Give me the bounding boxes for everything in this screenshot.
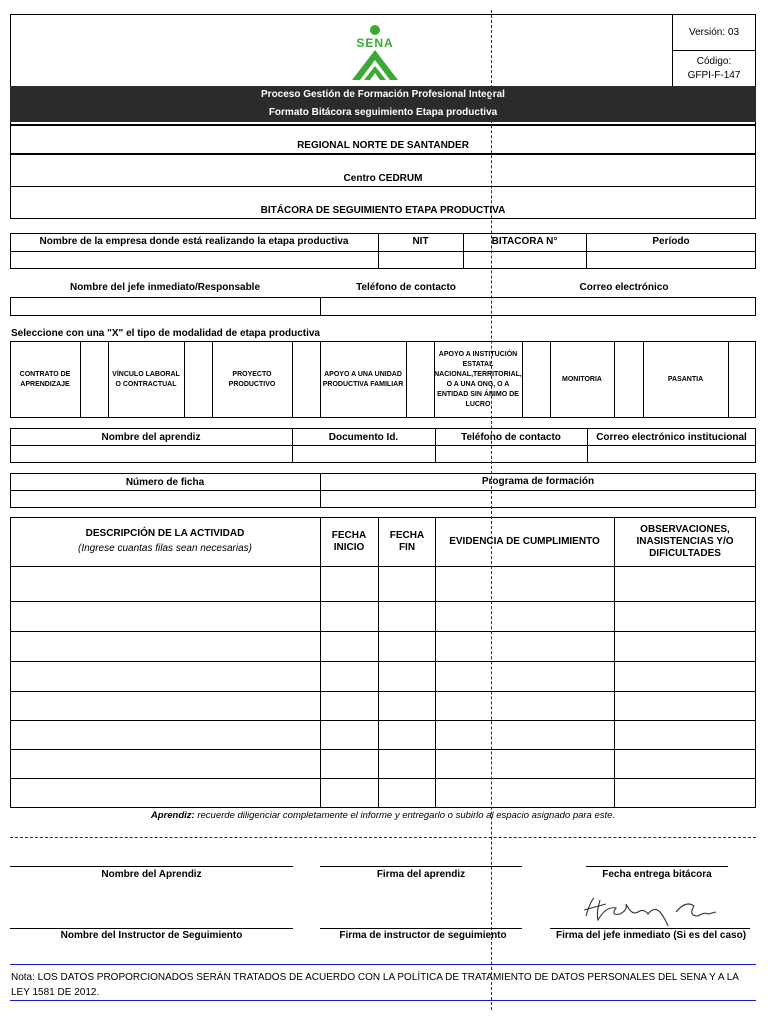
- act-row-7: [10, 749, 756, 750]
- bitacora-number-label: BITACORA N°: [491, 236, 558, 247]
- reminder-body: recuerde diligenciar completamente el informe y entregarlo o subirlo al espacio asignado para este.: [194, 810, 616, 821]
- header-version-divider: [672, 50, 756, 51]
- apprentice-doc-input[interactable]: [293, 446, 434, 462]
- act-row-6: [10, 720, 756, 721]
- modality-check-proyecto[interactable]: [293, 342, 319, 417]
- boss-contact-input[interactable]: [321, 298, 755, 315]
- apprentice-name-line: [10, 866, 293, 867]
- regional-title: REGIONAL NORTE DE SANTANDER: [297, 140, 469, 151]
- note-top-line: [10, 964, 756, 965]
- period-label: Período: [652, 236, 690, 247]
- activity-start-label: FECHA INICIO: [331, 529, 367, 553]
- mod-col-d: [212, 341, 213, 418]
- delivery-date-label: Fecha entrega bitácora: [602, 869, 712, 880]
- act-col-4: [614, 517, 615, 808]
- mod-col-j: [550, 341, 551, 418]
- instructor-sign-label: Firma de instructor de seguimiento: [339, 930, 507, 941]
- modality-option-monitoria: MONITORIA: [562, 375, 602, 383]
- mod-col-l: [643, 341, 644, 418]
- horizontal-guide-line: [10, 837, 756, 838]
- apprentice-sign-line: [320, 866, 522, 867]
- sena-logo-mark: [340, 22, 410, 82]
- apprentice-name-input[interactable]: [11, 446, 291, 462]
- modality-check-monitoria[interactable]: [615, 342, 642, 417]
- act-row-8: [10, 778, 756, 779]
- modality-check-unidad[interactable]: [407, 342, 433, 417]
- ficha-number-input[interactable]: [11, 491, 319, 507]
- privacy-note: Nota: LOS DATOS PROPORCIONADOS SERÁN TRATADOS DE ACUERDO CON LA POLÍTICA DE TRATAMIENTO DE DATOS PERSONALES DEL SENA Y A LA LEY 1581 DE 2012.: [11, 972, 739, 998]
- code-value: GFPI-F-147: [687, 70, 741, 81]
- program-label: Programa de formación: [481, 476, 595, 487]
- signature-scribble: [576, 890, 736, 928]
- title-line-2: [10, 186, 756, 187]
- activity-desc-hint: (Ingrese cuantas filas sean necesarias): [78, 543, 252, 554]
- apprentice-phone-label: Teléfono de contacto: [461, 432, 561, 443]
- boss-name-label: Nombre del jefe inmediato/Responsable: [69, 282, 261, 293]
- process-title: Proceso Gestión de Formación Profesional Integral: [261, 89, 505, 100]
- activity-end-label: FECHA FIN: [389, 529, 425, 553]
- company-name-input[interactable]: [11, 252, 377, 268]
- instructor-sign-line: [320, 928, 522, 929]
- note-bottom-line: [10, 1000, 756, 1001]
- modality-check-vinculo[interactable]: [185, 342, 211, 417]
- boss-email-label: Correo electrónico: [579, 282, 669, 293]
- boss-phone-label: Teléfono de contacto: [356, 282, 456, 293]
- modality-prompt: Seleccione con una "X" el tipo de modalidad de etapa productiva: [11, 328, 320, 339]
- mod-col-b: [108, 341, 109, 418]
- modality-option-contrato: CONTRATO DE APRENDIZAJE: [19, 370, 71, 388]
- vertical-guide-line: [491, 10, 492, 1010]
- sena-logo: [340, 22, 410, 82]
- act-col-2: [378, 517, 379, 808]
- nit-input[interactable]: [379, 252, 462, 268]
- activity-desc-label: DESCRIPCIÓN DE LA ACTIVIDAD: [85, 528, 245, 539]
- mod-col-f: [320, 341, 321, 418]
- handwritten-signature: [576, 890, 736, 928]
- version-label: Versión: 03: [688, 27, 740, 38]
- code-label: Código:: [696, 56, 732, 67]
- apprentice-doc-label: Documento Id.: [328, 432, 399, 443]
- instructor-name-label: Nombre del Instructor de Seguimiento: [60, 930, 243, 941]
- boss-name-input[interactable]: [11, 298, 319, 315]
- company-name-label: Nombre de la empresa donde está realizando la etapa productiva: [39, 236, 349, 247]
- centro-title: Centro CEDRUM: [343, 173, 423, 184]
- apprentice-email-label: Correo electrónico institucional: [596, 432, 747, 443]
- modality-option-pasantia: PASANTIA: [667, 375, 704, 383]
- act-col-1: [320, 517, 321, 808]
- reminder-bold: Aprendiz:: [150, 810, 195, 821]
- activity-obs-label: OBSERVACIONES, INASISTENCIAS Y/O DIFICULTADES: [636, 523, 734, 559]
- modality-option-proyecto: PROYECTO PRODUCTIVO: [228, 370, 276, 388]
- bitacora-number-input[interactable]: [464, 252, 585, 268]
- act-row-4: [10, 661, 756, 662]
- act-row-5: [10, 691, 756, 692]
- bitacora-title: BITÁCORA DE SEGUIMIENTO ETAPA PRODUCTIVA: [260, 205, 506, 216]
- modality-check-contrato[interactable]: [81, 342, 107, 417]
- modality-check-pasantia[interactable]: [729, 342, 755, 417]
- apprentice-name-label: Nombre del aprendiz: [101, 432, 201, 443]
- format-title: Formato Bitácora seguimiento Etapa productiva: [268, 107, 498, 118]
- apprentice-email-input[interactable]: [588, 446, 755, 462]
- modality-option-unidad: APOYO A UNA UNIDAD PRODUCTIVA FAMILIAR: [322, 370, 404, 388]
- apprentice-sign-label: Firma del aprendiz: [376, 869, 466, 880]
- apprentice-phone-input[interactable]: [436, 446, 586, 462]
- period-input[interactable]: [587, 252, 755, 268]
- delivery-date-line: [586, 866, 728, 867]
- boss-sign-label: Firma del jefe inmediato (Si es del caso): [555, 930, 747, 941]
- boss-sign-line: [550, 928, 750, 929]
- reminder-text: [10, 810, 756, 821]
- ficha-number-label: Número de ficha: [125, 477, 205, 488]
- sena-logo-text: SENA: [356, 36, 394, 50]
- program-input[interactable]: [321, 491, 755, 507]
- nit-label: NIT: [412, 236, 429, 247]
- modality-check-institucion[interactable]: [523, 342, 549, 417]
- act-row-1: [10, 566, 756, 567]
- modality-option-vinculo: VÍNCULO LABORAL O CONTRACTUAL: [112, 370, 180, 388]
- modality-option-institucion: APOYO A INSTITUCIÓN ESTATAL NACIONAL,TERRITORIAL, O A UNA ONG, O A ENTIDAD SIN ÁNIMO DE LUCRO: [434, 350, 522, 408]
- apprentice-name-sig-label: Nombre del Aprendiz: [101, 869, 202, 880]
- instructor-name-line: [10, 928, 293, 929]
- act-row-2: [10, 601, 756, 602]
- activity-evidence-label: EVIDENCIA DE CUMPLIMIENTO: [449, 535, 600, 547]
- act-row-3: [10, 631, 756, 632]
